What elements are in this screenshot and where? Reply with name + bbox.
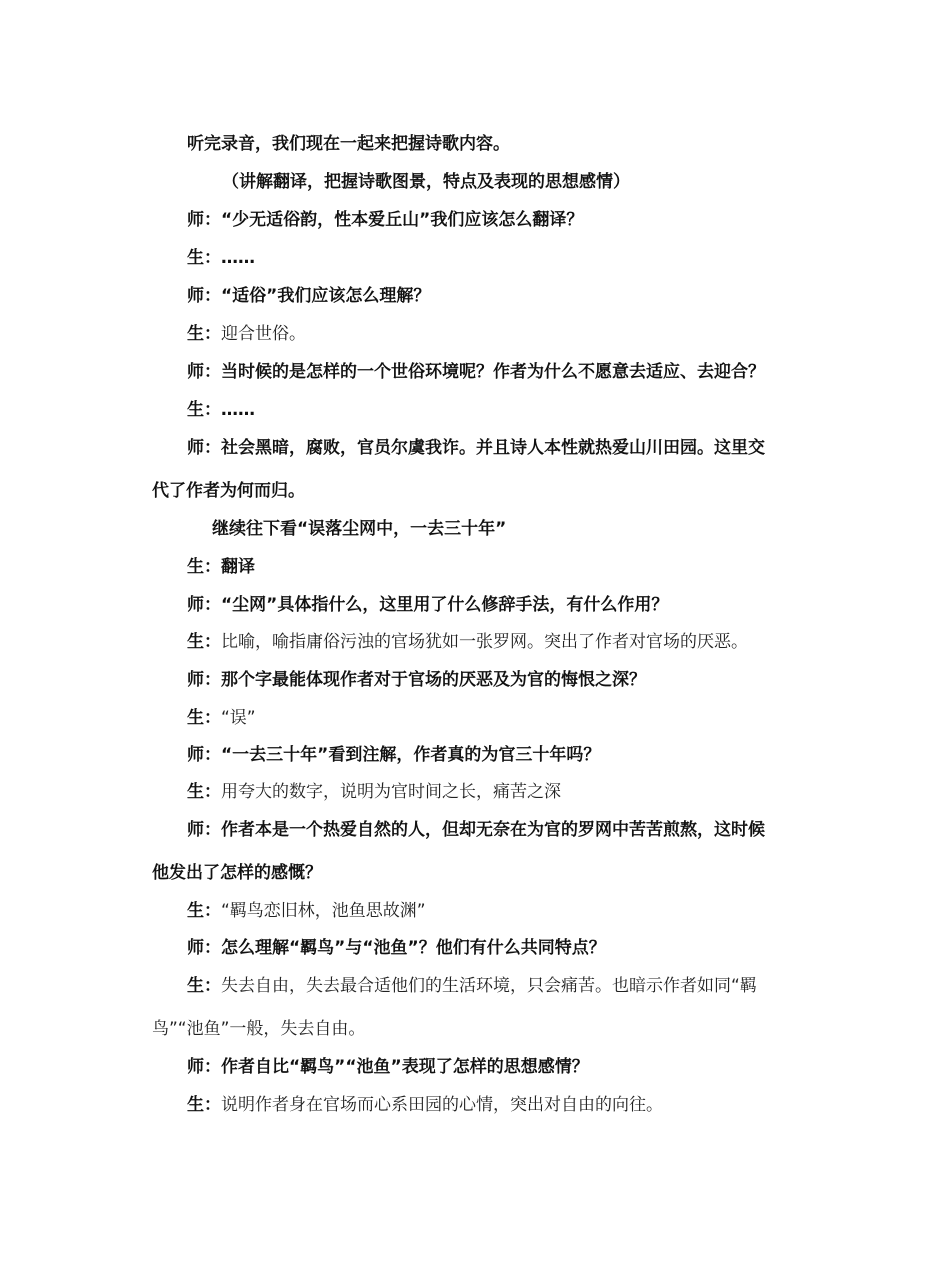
- teacher-line: 师：“尘网”具体指什么，这里用了什么修辞手法，有什么作用？: [187, 595, 669, 615]
- speaker-label: 生：: [187, 782, 221, 802]
- speaker-label: 生：: [187, 324, 221, 344]
- teacher-line: 师：“适俗”我们应该怎么理解？: [187, 286, 431, 306]
- speaker-label: 师：: [187, 438, 221, 458]
- speaker-label: 生：: [187, 708, 221, 728]
- speaker-label: 师：: [187, 670, 221, 690]
- student-line: 生：……: [187, 248, 255, 268]
- continuation-line: 鸟”“池鱼”一般，失去自由。: [152, 1019, 366, 1039]
- student-line: 生：说明作者身在官场而心系田园的心情，突出对自由的向往。: [187, 1095, 663, 1115]
- student-line: 生：迎合世俗。: [187, 324, 306, 344]
- speaker-label: 生：: [187, 976, 221, 996]
- student-line: 生：比喻，喻指庸俗污浊的官场犹如一张罗网。突出了作者对官场的厌恶。: [187, 632, 748, 652]
- teacher-line: 师：作者自比“羁鸟”“池鱼”表现了怎样的思想感情？: [187, 1057, 589, 1077]
- speaker-label: 生：: [187, 632, 221, 652]
- teacher-line: 师：“一去三十年”看到注解，作者真的为官三十年吗？: [187, 745, 601, 765]
- instruction-line: 继续往下看“误落尘网中，一去三十年”: [212, 519, 507, 539]
- speaker-label: 师：: [187, 745, 221, 765]
- teacher-line: 师：作者本是一个热爱自然的人，但却无奈在为官的罗网中苦苦煎熬，这时候: [187, 820, 765, 840]
- teacher-line: 师：那个字最能体现作者对于官场的厌恶及为官的悔恨之深？: [187, 670, 646, 690]
- teacher-line: 师：“少无适俗韵，性本爱丘山”我们应该怎么翻译？: [187, 210, 584, 230]
- student-line: 生：……: [187, 400, 255, 420]
- continuation-line: 他发出了怎样的感慨？: [152, 863, 322, 883]
- speaker-label: 生：: [187, 1095, 221, 1115]
- intro-line: 听完录音，我们现在一起来把握诗歌内容。: [187, 134, 510, 154]
- speaker-label: 师：: [187, 1057, 221, 1077]
- speaker-label: 师：: [187, 938, 221, 958]
- teacher-line: 师：社会黑暗，腐败，官员尔虞我诈。并且诗人本性就热爱山川田园。这里交: [187, 438, 765, 458]
- speaker-label: 生：: [187, 557, 221, 577]
- student-line: 生：翻译: [187, 557, 255, 577]
- speaker-label: 生：: [187, 901, 221, 921]
- student-line: 生：用夸大的数字，说明为官时间之长，痛苦之深: [187, 782, 561, 802]
- speaker-label: 师：: [187, 362, 221, 382]
- student-line: 生：失去自由，失去最合适他们的生活环境，只会痛苦。也暗示作者如同“羁: [187, 976, 757, 996]
- speaker-label: 师：: [187, 286, 221, 306]
- speaker-label: 生：: [187, 248, 221, 268]
- speaker-label: 师：: [187, 210, 221, 230]
- teacher-line: 师：当时候的是怎样的一个世俗环境呢？作者为什么不愿意去适应、去迎合？: [187, 362, 765, 382]
- student-line: 生：“羁鸟恋旧林，池鱼思故渊”: [187, 901, 426, 921]
- stage-direction: （讲解翻译，把握诗歌图景，特点及表现的思想感情）: [222, 172, 630, 192]
- speaker-label: 师：: [187, 595, 221, 615]
- continuation-line: 代了作者为何而归。: [152, 481, 305, 501]
- teacher-line: 师：怎么理解“羁鸟”与“池鱼”？他们有什么共同特点？: [187, 938, 606, 958]
- student-line: 生：“误”: [187, 708, 256, 728]
- speaker-label: 师：: [187, 820, 221, 840]
- speaker-label: 生：: [187, 400, 221, 420]
